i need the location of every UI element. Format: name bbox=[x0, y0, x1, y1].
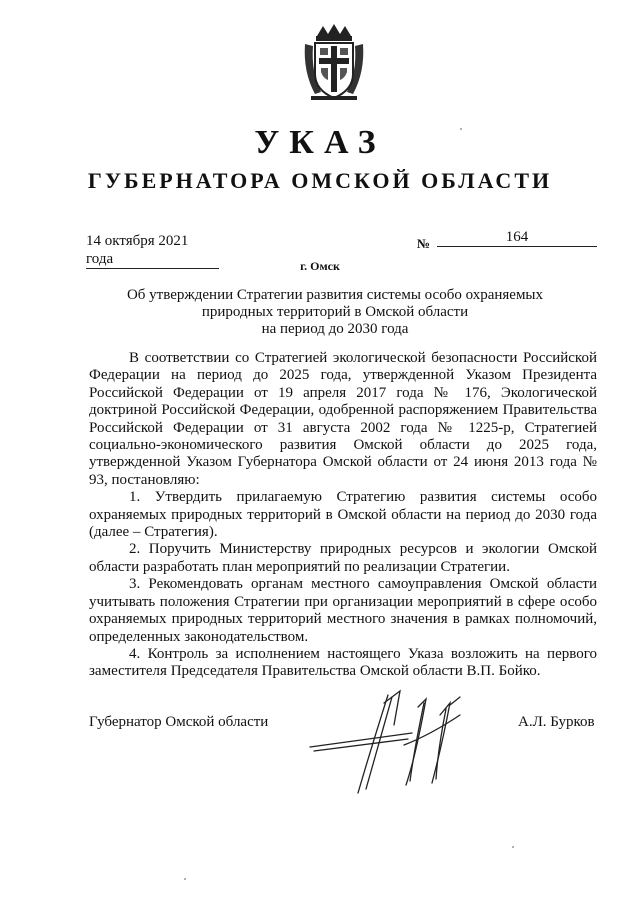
document-city: г. Омск bbox=[300, 259, 340, 273]
handwritten-signature bbox=[300, 685, 500, 805]
document-subject bbox=[100, 287, 570, 338]
document-issuer: ГУБЕРНАТОРА ОМСКОЙ ОБЛАСТИ bbox=[87, 168, 553, 193]
decree-item-3: 3. Рекомендовать органам местного самоуправления Омской области учитывать положения Стратегии при организации мероприятий в сфере особо охраняемых природных территорий местного значения в рамках полномочий, определенных законодательством. bbox=[89, 576, 597, 645]
preamble-paragraph: В соответствии со Стратегией экологической безопасности Российской Федерации на период до 2025 года, утвержденной Указом Президента Российской Федерации от 19 апреля 2017 года № 176, Экологической доктриной Российской Федерации, одобренной распоряжением Правительства Российской Федерации от 31 августа 2002 года № 1225-р, Стратегией социально-экономического развития Омской области до 2025 года, утвержденной Указом Губернатора Омской области от 24 июня 2013 года № 93, постановляю: bbox=[89, 350, 597, 488]
subject-line: природных территорий в Омской области bbox=[201, 304, 469, 320]
scan-speck bbox=[460, 128, 462, 130]
document-number: 164 bbox=[437, 228, 597, 247]
document-date: 14 октября 2021 года bbox=[86, 232, 219, 269]
subject-line: на период до 2030 года bbox=[261, 321, 409, 337]
decree-item-2: 2. Поручить Министерству природных ресурсов и экологии Омской области разработать план мероприятий по реализации Стратегии. bbox=[89, 541, 597, 575]
signatory-name: А.Л. Бурков bbox=[518, 714, 595, 730]
coat-of-arms-icon bbox=[301, 22, 367, 102]
scan-speck bbox=[184, 878, 186, 880]
signatory-position: Губернатор Омской области bbox=[89, 714, 269, 730]
document-title: УКАЗ bbox=[254, 124, 386, 161]
decree-item-1: 1. Утвердить прилагаемую Стратегию развития системы особо охраняемых природных территорий в Омской области на период до 2030 года (далее – Стратегия). bbox=[89, 489, 597, 541]
document-body bbox=[89, 350, 597, 681]
scan-speck bbox=[512, 846, 514, 848]
subject-line: Об утверждении Стратегии развития системы особо охраняемых bbox=[126, 287, 544, 303]
decree-item-4: 4. Контроль за исполнением настоящего Указа возложить на первого заместителя Председателя Правительства Омской области В.П. Бойко. bbox=[89, 645, 597, 680]
number-sign: № bbox=[417, 236, 431, 251]
